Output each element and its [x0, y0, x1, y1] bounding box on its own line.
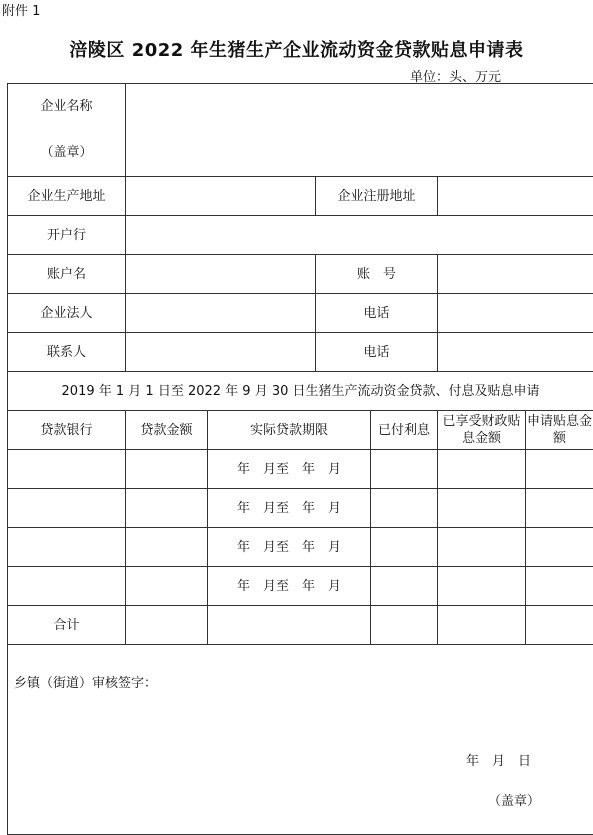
header-amount: 贷款金额: [126, 411, 208, 450]
company-name-field[interactable]: [126, 84, 593, 177]
loan-amount-field[interactable]: [126, 528, 208, 567]
loan-period-field[interactable]: 年 月至 年 月: [208, 489, 371, 528]
account-number-label: 账 号: [316, 255, 438, 294]
loan-amount-field[interactable]: [126, 450, 208, 489]
bank-label: 开户行: [8, 216, 126, 255]
interest-paid-field[interactable]: [371, 489, 438, 528]
signature-seal-note: （盖章）: [488, 793, 540, 810]
header-bank: 贷款银行: [8, 411, 126, 450]
contact-field[interactable]: [126, 333, 316, 372]
application-form-table: [7, 83, 593, 835]
subsidy-received-field[interactable]: [438, 528, 526, 567]
subsidy-received-field[interactable]: [438, 567, 526, 606]
loan-amount-field[interactable]: [126, 489, 208, 528]
subsidy-received-field[interactable]: [438, 489, 526, 528]
company-name-label-cell: [8, 84, 126, 177]
legal-phone-label: 电话: [316, 294, 438, 333]
interest-paid-field[interactable]: [371, 450, 438, 489]
loan-bank-field[interactable]: [8, 567, 126, 606]
company-name-label: 企业名称: [8, 84, 125, 130]
loan-period-field[interactable]: 年 月至 年 月: [208, 528, 371, 567]
page-title: 涪陵区 2022 年生猪生产企业流动资金贷款贴息申请表: [0, 36, 593, 62]
header-subsidy-received: 已享受财政贴息金额: [438, 411, 526, 450]
loan-bank-field[interactable]: [8, 450, 126, 489]
loan-period-field[interactable]: 年 月至 年 月: [208, 567, 371, 606]
table-row: [8, 528, 593, 567]
bank-field[interactable]: [126, 216, 593, 255]
total-subsidy-received-field[interactable]: [438, 606, 526, 645]
header-interest-paid: 已付利息: [371, 411, 438, 450]
company-name-seal-note: （盖章）: [8, 130, 125, 176]
loan-bank-field[interactable]: [8, 528, 126, 567]
total-label: 合计: [8, 606, 126, 645]
legal-person-field[interactable]: [126, 294, 316, 333]
loan-period-field[interactable]: 年 月至 年 月: [208, 450, 371, 489]
loan-amount-field[interactable]: [126, 567, 208, 606]
table-row: [8, 567, 593, 606]
subsidy-requested-field[interactable]: [526, 567, 593, 606]
production-address-label: 企业生产地址: [8, 177, 126, 216]
subsidy-received-field[interactable]: [438, 450, 526, 489]
registered-address-field[interactable]: [438, 177, 593, 216]
total-subsidy-requested-field[interactable]: [526, 606, 593, 645]
contact-phone-label: 电话: [316, 333, 438, 372]
attachment-label: 附件 1: [2, 0, 40, 19]
account-name-field[interactable]: [126, 255, 316, 294]
interest-paid-field[interactable]: [371, 528, 438, 567]
total-amount-field[interactable]: [126, 606, 208, 645]
total-interest-paid-field[interactable]: [371, 606, 438, 645]
unit-label: 单位：头、万元: [410, 66, 501, 85]
subsidy-requested-field[interactable]: [526, 528, 593, 567]
section-title: 2019 年 1 月 1 日至 2022 年 9 月 30 日生猪生产流动资金贷款、付息及贴息申请: [8, 372, 593, 411]
interest-paid-field[interactable]: [371, 567, 438, 606]
contact-phone-field[interactable]: [438, 333, 593, 372]
signature-label: 乡镇（街道）审核签字：: [14, 675, 157, 692]
subsidy-requested-field[interactable]: [526, 489, 593, 528]
header-subsidy-requested: 申请贴息金额: [526, 411, 593, 450]
production-address-field[interactable]: [126, 177, 316, 216]
legal-person-label: 企业法人: [8, 294, 126, 333]
legal-phone-field[interactable]: [438, 294, 593, 333]
signature-area[interactable]: [8, 645, 593, 835]
signature-date: 年 月 日: [466, 753, 531, 770]
total-period-field[interactable]: [208, 606, 371, 645]
subsidy-requested-field[interactable]: [526, 450, 593, 489]
table-row: [8, 489, 593, 528]
table-row: [8, 450, 593, 489]
account-name-label: 账户名: [8, 255, 126, 294]
loan-bank-field[interactable]: [8, 489, 126, 528]
registered-address-label: 企业注册地址: [316, 177, 438, 216]
header-period: 实际贷款期限: [208, 411, 371, 450]
account-number-field[interactable]: [438, 255, 593, 294]
contact-label: 联系人: [8, 333, 126, 372]
